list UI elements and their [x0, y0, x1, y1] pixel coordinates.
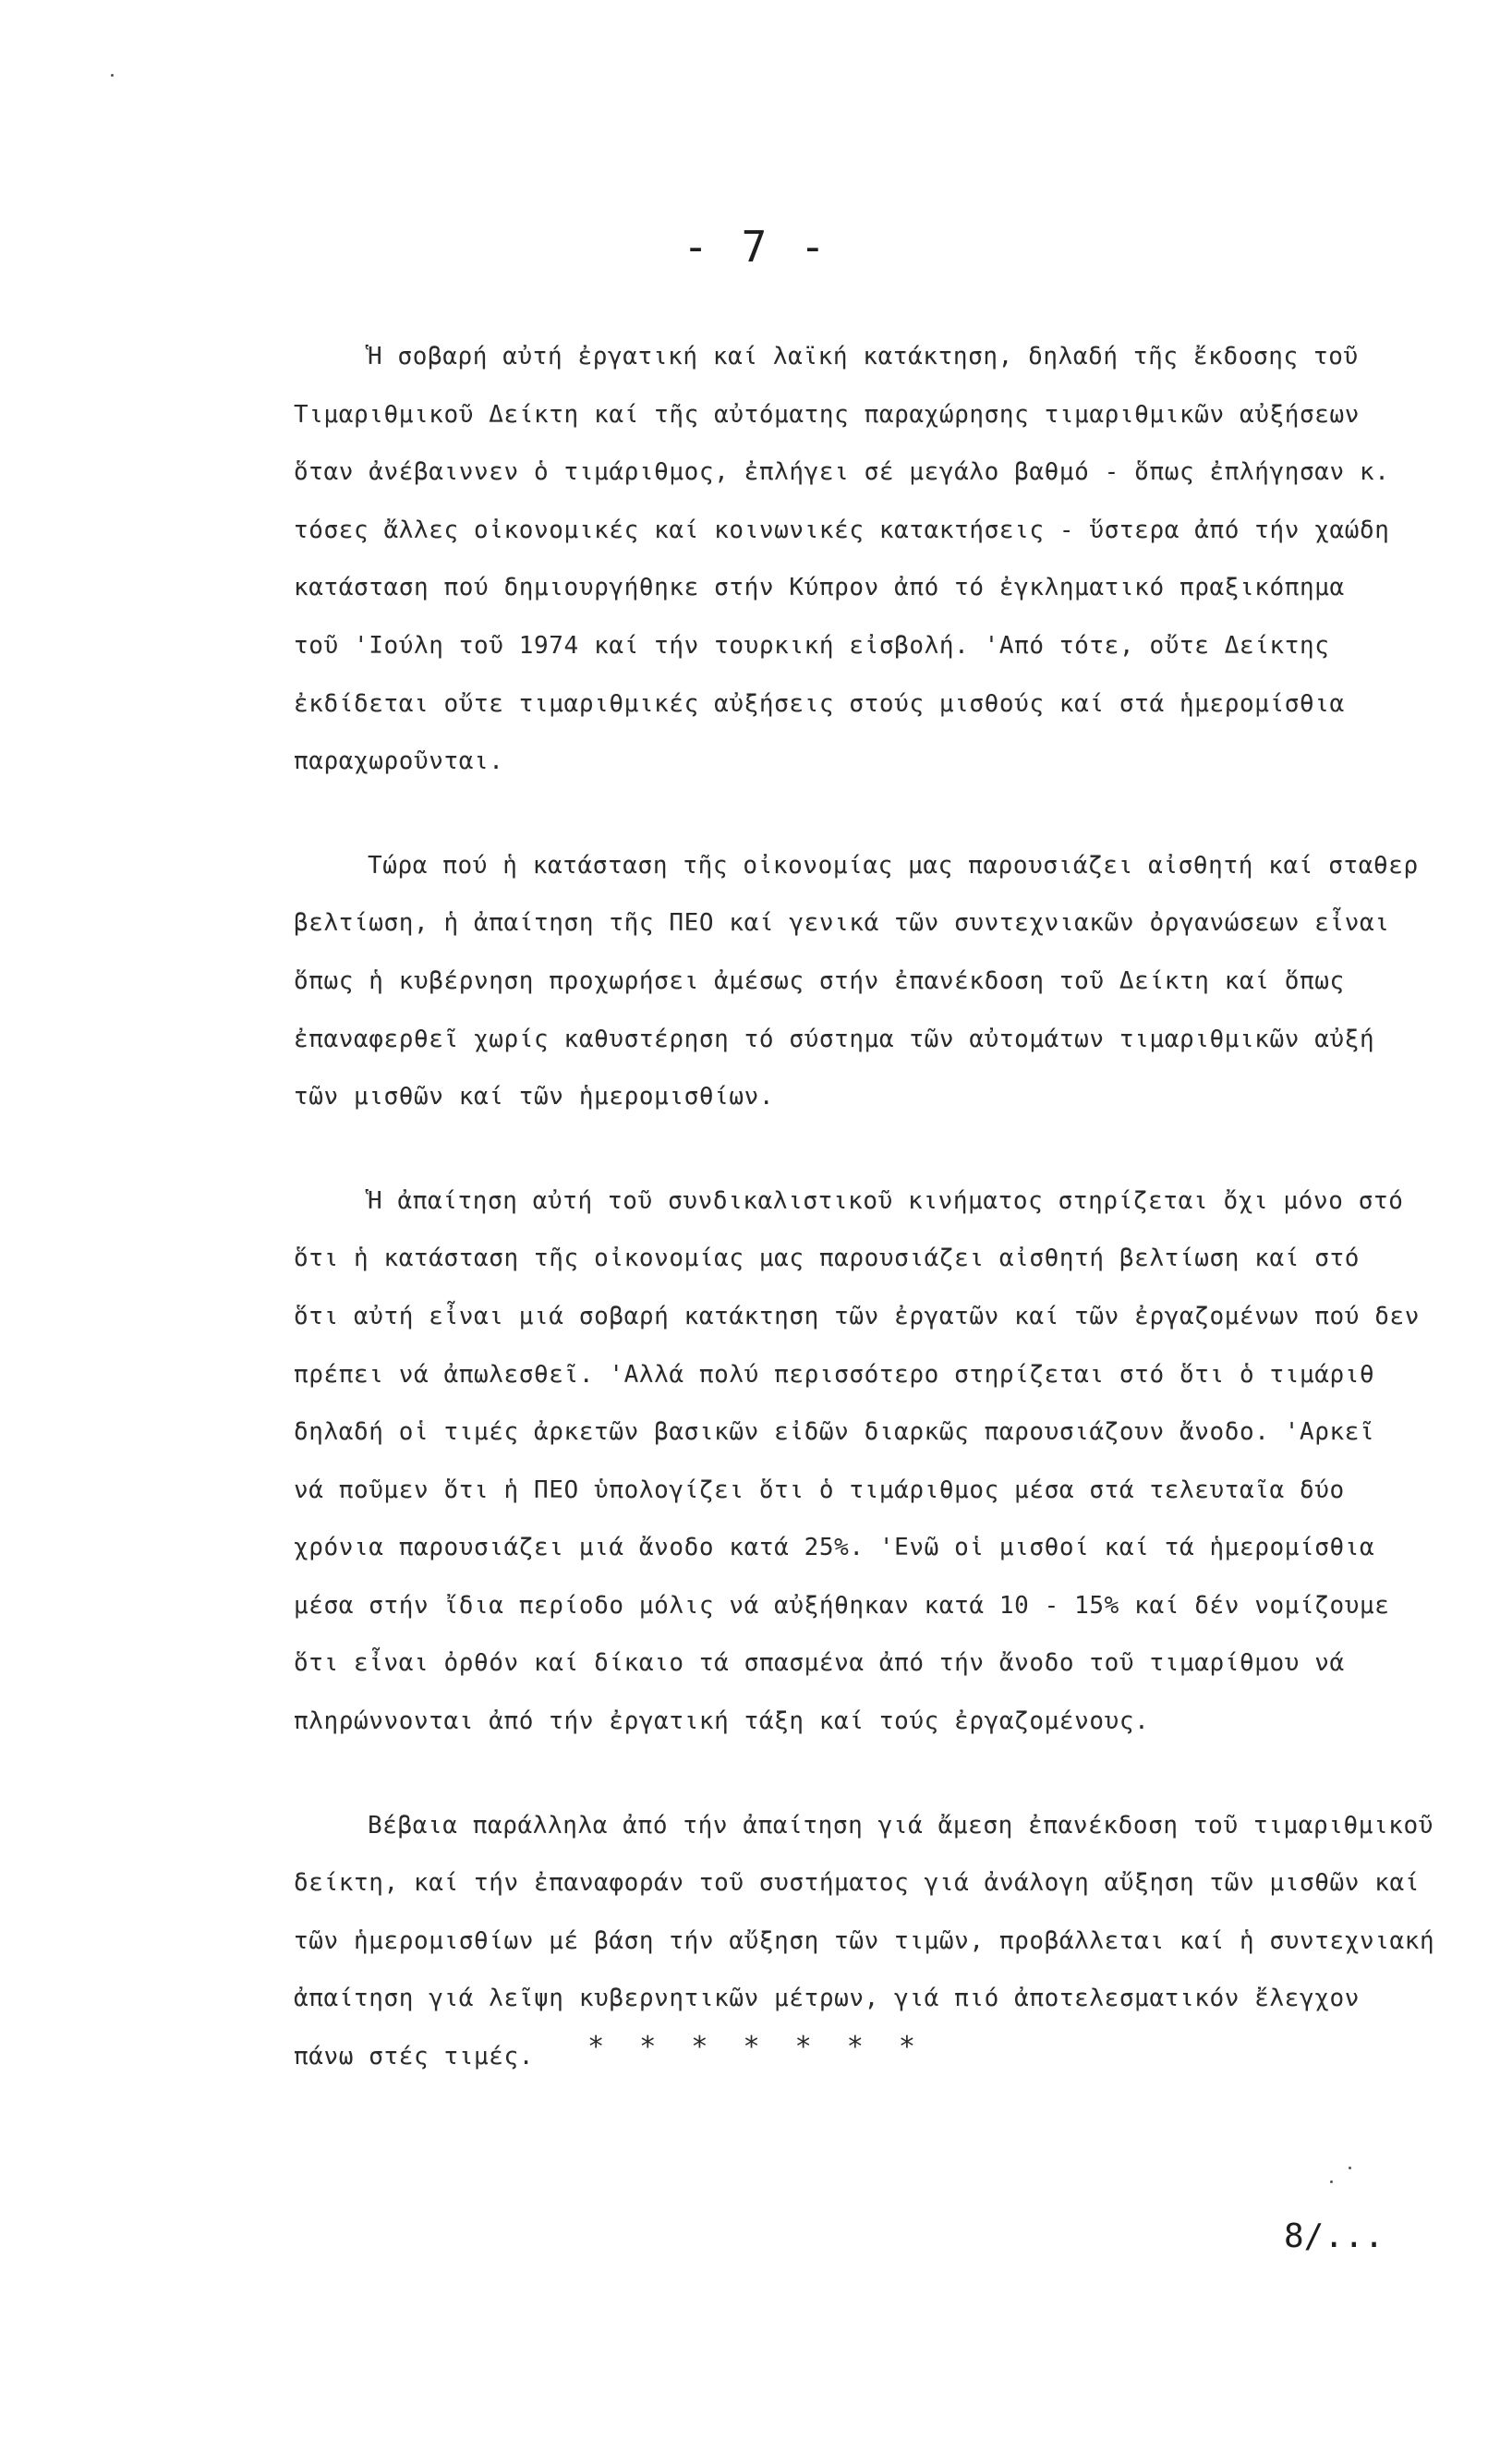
scan-speck	[111, 74, 114, 77]
paragraph-1	[294, 328, 1459, 791]
paragraph-3	[294, 1172, 1459, 1751]
text-line: Ἡ σοβαρή αὐτή ἐργατική καί λαϊκή κατάκτηση, δηλαδή τῆς ἔκδοσης τοῦ	[368, 343, 1359, 370]
scan-speck	[1349, 2167, 1351, 2169]
section-separator: * * * * * * *	[587, 2031, 925, 2063]
text-line: δηλαδή οἱ τιμές ἀρκετῶν βασικῶν εἰδῶν διαρκῶς παρουσιάζουν ἄνοδο. 'Αρκεῖ	[294, 1418, 1375, 1447]
text-line: ὅτι ἡ κατάσταση τῆς οἰκονομίας μας παρουσιάζει αἰσθητή βελτίωση καί στό	[294, 1245, 1360, 1273]
text-line: δείκτη, καί τήν ἐπαναφοράν τοῦ συστήματος γιά ἀνάλογη αὔξηση τῶν μισθῶν καί	[294, 1869, 1420, 1898]
text-line: ὅπως ἡ κυβέρνηση προχωρήσει ἀμέσως στήν ἐπανέκδοση τοῦ Δείκτη καί ὅπως	[294, 966, 1345, 995]
text-line: ἀπαίτηση γιά λεῖψη κυβερνητικῶν μέτρων, γιά πιό ἀποτελεσματικόν ἔλεγχον	[294, 1985, 1360, 2013]
text-line: τῶν ἡμερομισθίων μέ βάση τήν αὔξηση τῶν τιμῶν, προβάλλεται καί ἡ συντεχνιακή	[294, 1926, 1435, 1955]
text-line: Τιμαριθμικοῦ Δείκτη καί τῆς αὐτόματης παραχώρησης τιμαριθμικῶν αὐξήσεων	[294, 400, 1360, 429]
text-line: τόσες ἄλλες οἰκονομικές καί κοινωνικές κατακτήσεις - ὕστερα ἀπό τήν χαώδη	[294, 516, 1390, 544]
document-body	[294, 328, 1459, 2086]
text-line: τοῦ 'Ιούλη τοῦ 1974 καί τήν τουρκική εἰσβολή. 'Από τότε, οὔτε Δείκτης	[294, 631, 1330, 660]
text-line: ἐπαναφερθεῖ χωρίς καθυστέρηση τό σύστημα τῶν αὐτομάτων τιμαριθμικῶν αὐξή	[294, 1025, 1375, 1053]
text-line: πάνω στές τιμές.	[294, 2043, 535, 2071]
text-line: ἐκδίδεται οὔτε τιμαριθμικές αὐξήσεις στούς μισθούς καί στά ἡμερομίσθια	[294, 689, 1345, 718]
text-line: κατάσταση πού δημιουργήθηκε στήν Κύπρον ἀπό τό ἐγκληματικό πραξικόπημα	[294, 574, 1345, 602]
text-line: Τώρα πού ἡ κατάσταση τῆς οἰκονομίας μας παρουσιάζει αἰσθητή καί σταθερ	[368, 851, 1419, 880]
text-line: ὅταν ἀνέβαιννεν ὁ τιμάριθμος, ἐπλήγει σέ μεγάλο βαθμό - ὅπως ἐπλήγησαν κ.	[294, 458, 1390, 487]
next-page-marker: 8/...	[1284, 2217, 1385, 2255]
text-line: χρόνια παρουσιάζει μιά ἄνοδο κατά 25%. 'Ενῶ οἱ μισθοί καί τά ἡμερομίσθια	[294, 1534, 1375, 1562]
text-line: μέσα στήν ἴδια περίοδο μόλις νά αὐξήθηκαν κατά 10 - 15% καί δέν νομίζουμε	[294, 1591, 1390, 1620]
scan-speck	[1330, 2180, 1333, 2183]
text-line: Βέβαια παράλληλα ἀπό τήν ἀπαίτηση γιά ἄμεση ἐπανέκδοση τοῦ τιμαριθμικοῦ	[368, 1811, 1433, 1840]
text-line: ὅτι αὐτή εἶναι μιά σοβαρή κατάκτηση τῶν ἐργατῶν καί τῶν ἐργαζομένων πού δεν	[294, 1302, 1420, 1330]
text-line: πληρώννονται ἀπό τήν ἐργατική τάξη καί τούς ἐργαζομένους.	[294, 1707, 1150, 1736]
text-line: νά ποῦμεν ὅτι ἡ ΠΕΟ ὑπολογίζει ὅτι ὁ τιμάριθμος μέσα στά τελευταῖα δύο	[294, 1475, 1345, 1504]
page-number: - 7 -	[683, 222, 829, 272]
text-line: τῶν μισθῶν καί τῶν ἡμερομισθίων.	[294, 1083, 775, 1111]
text-line: παραχωροῦνται.	[294, 747, 504, 776]
text-line: ὅτι εἶναι ὀρθόν καί δίκαιο τά σπασμένα ἀπό τήν ἄνοδο τοῦ τιμαρίθμου νά	[294, 1649, 1345, 1678]
text-line: βελτίωση, ἡ ἀπαίτηση τῆς ΠΕΟ καί γενικά τῶν συντεχνιακῶν ὀργανώσεων εἶναι	[294, 909, 1390, 938]
text-line: Ἡ ἀπαίτηση αὐτή τοῦ συνδικαλιστικοῦ κινήματος στηρίζεται ὄχι μόνο στό	[368, 1186, 1404, 1215]
text-line: πρέπει νά ἀπωλεσθεῖ. 'Αλλά πολύ περισσότερο στηρίζεται στό ὅτι ὁ τιμάριθ	[294, 1360, 1375, 1389]
paragraph-2	[294, 837, 1459, 1126]
